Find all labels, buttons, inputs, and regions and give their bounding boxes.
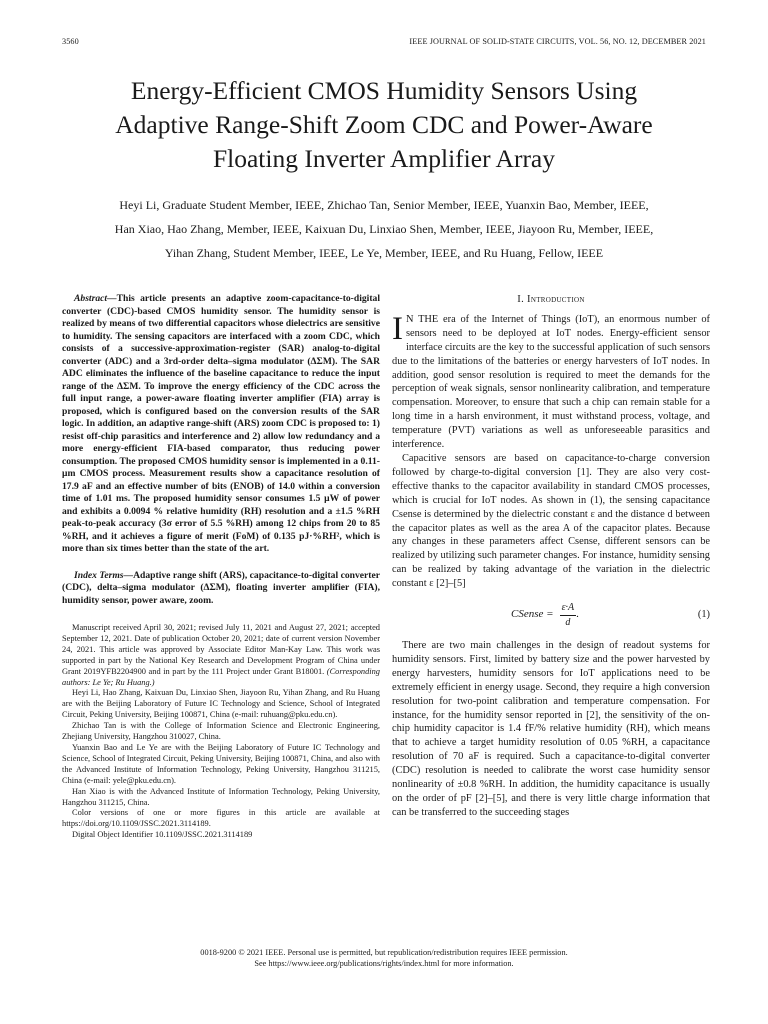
- copyright-footer: [62, 947, 706, 969]
- footnote-doi: Digital Object Identifier 10.1109/JSSC.2021.3114189: [72, 830, 253, 840]
- footnote-manuscript: Manuscript received April 30, 2021; revised July 11, 2021 and August 27, 2021; accepted September 12, 2021. Date of publication October 20, 2021; date of current version November 24, 2021. This article was approved by Associate Editor Man-Kay Law. This work was supported in part by the National Key Research and Development Program of China under Grant 2019YFB2204900 and in part by the 111 Project under Grant B18001. (Corresponding authors: Le Ye; Ru Huang.): [62, 623, 380, 687]
- footnote-color-versions: Color versions of one or more figures in this article are available at https://doi.org/10.1109/JSSC.2021.3114189.: [62, 808, 380, 829]
- drop-cap: I: [392, 310, 403, 347]
- title-line-3: Floating Inverter Amplifier Array: [212, 144, 556, 173]
- author-line-2: Han Xiao, Hao Zhang, Member, IEEE, Kaixuan Du, Linxiao Shen, Member, IEEE, Jiayoon Ru, Member, IEEE,: [114, 222, 654, 236]
- abstract: [62, 293, 380, 556]
- author-list: [40, 193, 728, 265]
- abstract-label: Abstract—: [74, 293, 117, 304]
- footnote-affiliation-2: Zhichao Tan is with the College of Information Science and Electronic Engineering, Zhejiang University, Hangzhou 310027, China.: [62, 721, 380, 742]
- intro-paragraph-1: I N THE era of the Internet of Things (IoT), an enormous number of sensors need to be deployed at IoT nodes. Energy-efficient sensor interface circuits are the key to the successful application of such sensors due to the limitations of the batteries or energy harvesters of IoT nodes. In addition, good sensor resolution is required to meet the demands for the perception of weak signals, sensor nonlinearity calibration, and temperature compensation. Moreover, to ensure that such a chip can remain stable for a long time in a harsh environment, it must withstand process, voltage, and temperature (PVT) variations as well as unforeseeable parasitics and interference.: [392, 310, 710, 451]
- equation-numerator: ε·A: [560, 601, 577, 616]
- equation-period: .: [576, 608, 579, 621]
- footnote-affiliation-1: Heyi Li, Hao Zhang, Kaixuan Du, Linxiao Shen, Jiayoon Ru, Yihan Zhang, and Ru Huang are with the Beijing Laboratory of Future IC Technology and Science, School of Integrated Circuit, Peking University, Beijing 100871, China (e-mail: ruhuang@pku.edu.cn).: [62, 688, 380, 720]
- intro-paragraph-3: There are two main challenges in the design of readout systems for humidity sensors. First, limited by battery size and the power harvested by energy harvesters, humidity sensors for IoT applications need to be extremely efficient in energy usage. Second, they require a high conversion resolution for two-point calibration and temperature compensation. For instance, for the humidity sensor reported in [2], the sensitivity of the on-chip humidity capacitor is 1.4 fF/% relative humidity (RH), which means that to achieve a target humidity resolution of 0.05 %RH, a capacitance resolution of 70 aF is required. Such a capacitance-to-digital converter (CDC) resolution is needed to calibrate the worst case humidity sensor nonlinearity of ±0.8 %RH. In addition, the humidity capacitance is usually on the order of pF [2]–[5], and there is very little charge information that can be transferred to the succeeding stages: [392, 640, 710, 818]
- corresponding-authors: (Corresponding authors: Le Ye; Ru Huang.): [62, 666, 380, 687]
- running-header: IEEE JOURNAL OF SOLID-STATE CIRCUITS, VOL. 56, NO. 12, DECEMBER 2021: [409, 37, 706, 46]
- index-terms: [62, 570, 380, 608]
- index-terms-label: Index Terms—: [74, 569, 134, 581]
- equation-denominator: d: [565, 616, 571, 628]
- paper-title: [40, 74, 728, 176]
- equation-1: [392, 599, 710, 631]
- footnote-affiliation-4: Han Xiao is with the Advanced Institute of Information Technology, Peking University, Hangzhou 311215, China.: [62, 786, 380, 807]
- intro-paragraph-2: Capacitive sensors are based on capacitance-to-charge conversion followed by charge-to-digital conversion [1]. They are also very cost-effective thanks to the capacitor availability in standard CMOS processes, which is crucial for IoT nodes. As shown in (1), the sensing capacitance Csense is determined by the dielectric constant ε and the distance d between the capacitor plates as well as the area A of the capacitor plates. Because any changes in these parameters affect Csense, different sensors can be realized by utilizing such parameter changes. For instance, humidity sensing can be realized by taking advantage of the variation in the dielectric constant ε [2]–[5]: [392, 452, 710, 590]
- section-heading: I. Introduction: [517, 294, 585, 305]
- page-number: 3560: [62, 37, 79, 46]
- equation-fraction: [560, 601, 577, 630]
- abstract-text: This article presents an adaptive zoom-capacitance-to-digital converter (CDC)-based CMOS humidity sensor. The humidity sensor is realized by means of two differential capacitors whose dielectrics are sensitive to humidity. The sensing capacitors are interfaced with a zoom CDC, which consists of a successive-approximation-register (SAR) analog-to-digital converter (ADC) and a 3rd-order delta–sigma modulator (ΔΣM). The SAR ADC eliminates the influence of the baseline capacitance to reduce the input range of the ΔΣM. To improve the energy efficiency of the CDC across the full input range, a power-aware floating inverter amplifier (FIA) array is proposed, which is configured based on the conversion results of the SAR logic. In addition, an adaptive range-shift (ARS) zoom CDC is proposed to: 1) resist off-chip parasitics and interference and 2) allow low redundancy and a more energy-efficient FIA-based comparator, thus reducing power consumption. The proposed CMOS humidity sensor is implemented in a 0.11-μm CMOS process. Measurement results show a capacitance resolution of 17.9 aF and an effective number of bits (ENOB) of 14.0 within a conversion time of 1.01 ms. The proposed humidity sensor consumes 1.5 μW of power and exhibits a 0.0094 % relative humidity (RH) resolution and a ±1.5 %RH peak-to-peak accuracy (3σ error of 5.5 %RH) among 12 chips from 20 to 85 %RH, and it achieves a figure of merit (FoM) of 0.135 pJ·%RH², which is more than six times better than the state of the art.: [62, 293, 380, 554]
- equation-lhs: CSense =: [511, 608, 554, 621]
- title-line-1: Energy-Efficient CMOS Humidity Sensors Using: [130, 76, 638, 105]
- index-terms-text: Adaptive range shift (ARS), capacitance-to-digital converter (CDC), delta–sigma modulator (ΔΣM), floating inverter amplifier (FIA), humidity sensor, power aware, zoom.: [62, 569, 380, 606]
- right-column: [392, 293, 710, 820]
- author-line-1: Heyi Li, Graduate Student Member, IEEE, Zhichao Tan, Senior Member, IEEE, Yuanxin Bao, Member, IEEE,: [119, 198, 649, 212]
- left-column: [62, 293, 380, 841]
- footer-line-2: See https://www.ieee.org/publications/rights/index.html for more information.: [254, 959, 514, 968]
- title-line-2: Adaptive Range-Shift Zoom CDC and Power-Aware: [115, 110, 653, 139]
- footnotes: [62, 623, 380, 841]
- footer-line-1: 0018-9200 © 2021 IEEE. Personal use is permitted, but republication/redistribution requires IEEE permission.: [200, 948, 568, 957]
- equation-number: (1): [697, 609, 710, 621]
- author-line-3: Yihan Zhang, Student Member, IEEE, Le Ye, Member, IEEE, and Ru Huang, Fellow, IEEE: [164, 246, 604, 260]
- footnote-affiliation-3: Yuanxin Bao and Le Ye are with the Beijing Laboratory of Future IC Technology and Science, School of Integrated Circuit, Peking University, Beijing 100871, China, and also with the Advanced Institute of Information Technology, Peking University, Hangzhou 311215, China (e-mail: yele@pku.edu.cn).: [62, 742, 380, 785]
